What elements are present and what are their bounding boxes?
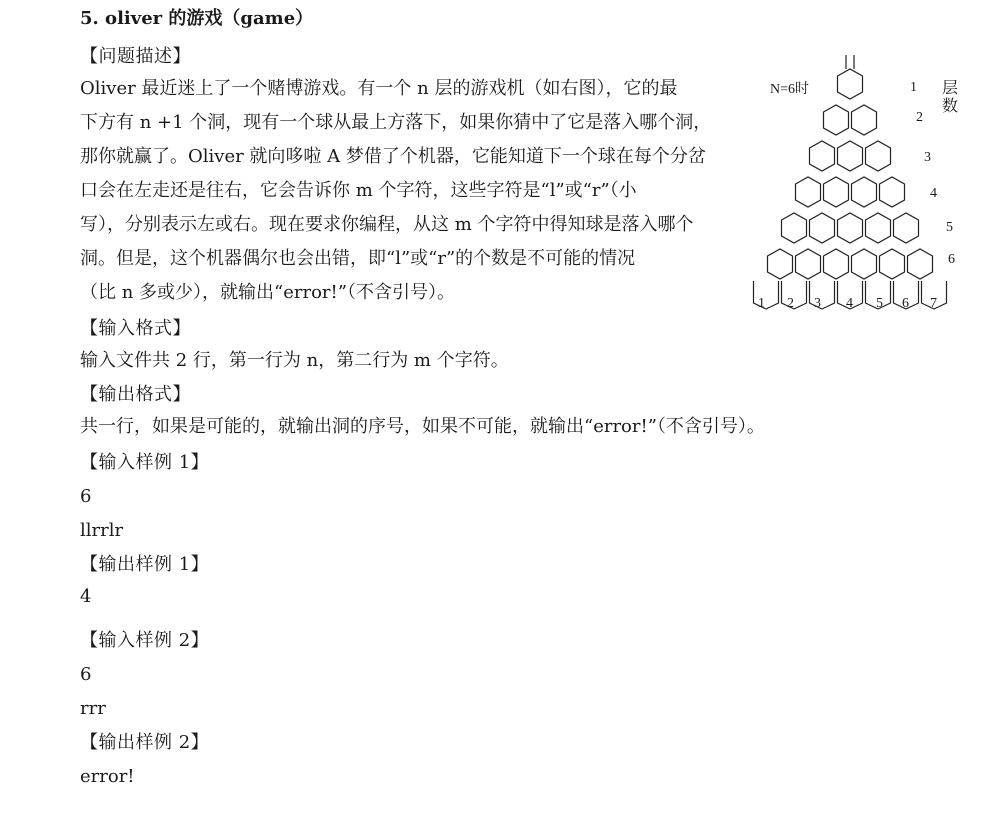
row-number: 5: [946, 220, 953, 235]
input-format-text: 输入文件共 2 行，第一行为 n，第二行为 m 个字符。: [80, 350, 509, 371]
hex-cell: [768, 249, 793, 279]
layers-label-char-2: 数: [942, 98, 959, 115]
row-number: 6: [948, 252, 955, 267]
description-line: 那你就赢了。Oliver 就向哆啦 A 梦借了个机器，它能知道下一个球在每个分岔: [80, 146, 706, 167]
hole-numbers: [758, 296, 937, 311]
ball-entry: [846, 55, 854, 69]
hole-number: 2: [787, 296, 794, 311]
description-line: 洞。但是，这个机器偶尔也会出错，即“l”或“r”的个数是不可能的情况: [80, 248, 636, 269]
hole-cell: [782, 281, 807, 309]
input-format-heading: 【输入格式】: [80, 318, 191, 339]
hole-number: 4: [846, 296, 853, 311]
hex-cell: [866, 141, 891, 171]
hex-cell: [796, 177, 821, 207]
description-line: Oliver 最近迷上了一个赌博游戏。有一个 n 层的游戏机（如右图），它的最: [80, 78, 678, 99]
row-number: 1: [910, 80, 917, 95]
hole-number: 6: [902, 296, 909, 311]
hex-cell: [880, 249, 905, 279]
hole-number: 5: [876, 296, 883, 311]
hex-cell: [810, 141, 835, 171]
description-heading: 【问题描述】: [80, 46, 191, 67]
row-number: 3: [924, 150, 931, 165]
hex-cell: [866, 213, 891, 243]
sample-input-1-heading: 【输入样例 1】: [80, 452, 210, 473]
hex-cell: [824, 105, 849, 135]
hex-cell: [810, 213, 835, 243]
hex-cells: [754, 69, 947, 309]
layers-label-char-1: 层: [942, 80, 959, 97]
output-format-text: 共一行，如果是可能的，就输出洞的序号，如果不可能，就输出“error!”（不含引号）。: [80, 416, 765, 437]
hex-cell: [852, 249, 877, 279]
row-number: 4: [930, 186, 937, 201]
hex-cell: [838, 69, 863, 99]
hole-number: 3: [814, 296, 821, 311]
hex-cell: [908, 249, 933, 279]
sample-output-1-value: 4: [80, 586, 92, 607]
hex-cell: [824, 177, 849, 207]
description-line: （比 n 多或少），就输出“error!”（不含引号）。: [80, 282, 455, 303]
n-label: N=6时: [770, 82, 810, 97]
hole-number: 1: [758, 296, 765, 311]
hole-number: 7: [930, 296, 937, 311]
hex-cell: [880, 177, 905, 207]
sample-input-2-heading: 【输入样例 2】: [80, 630, 210, 651]
hex-cell: [782, 213, 807, 243]
hex-pyramid-diagram: [750, 55, 990, 320]
hex-cell: [852, 177, 877, 207]
sample-output-2-heading: 【输出样例 2】: [80, 732, 210, 753]
sample-input-1-line: llrrlr: [80, 520, 124, 541]
output-format-heading: 【输出格式】: [80, 384, 191, 405]
hex-cell: [894, 213, 919, 243]
sample-output-2-value: error!: [80, 766, 135, 787]
hex-cell: [838, 213, 863, 243]
game-machine-figure: [750, 55, 990, 320]
description-line: 下方有 n +1 个洞，现有一个球从最上方落下，如果你猜中了它是落入哪个洞，: [80, 112, 712, 133]
problem-title: 5. oliver 的游戏（game）: [80, 8, 314, 29]
sample-output-1-heading: 【输出样例 1】: [80, 554, 210, 575]
hex-cell: [852, 105, 877, 135]
sample-input-1-line: 6: [80, 486, 92, 507]
sample-input-2-line: rrr: [80, 698, 106, 719]
hex-cell: [824, 249, 849, 279]
row-number: 2: [916, 110, 923, 125]
hex-cell: [838, 141, 863, 171]
description-line: 口会在左走还是往右，它会告诉你 m 个字符，这些字符是“l”或“r”（小: [80, 180, 637, 201]
description-line: 写），分别表示左或右。现在要求你编程，从这 m 个字符中得知球是落入哪个: [80, 214, 694, 235]
sample-input-2-line: 6: [80, 664, 92, 685]
hex-cell: [796, 249, 821, 279]
